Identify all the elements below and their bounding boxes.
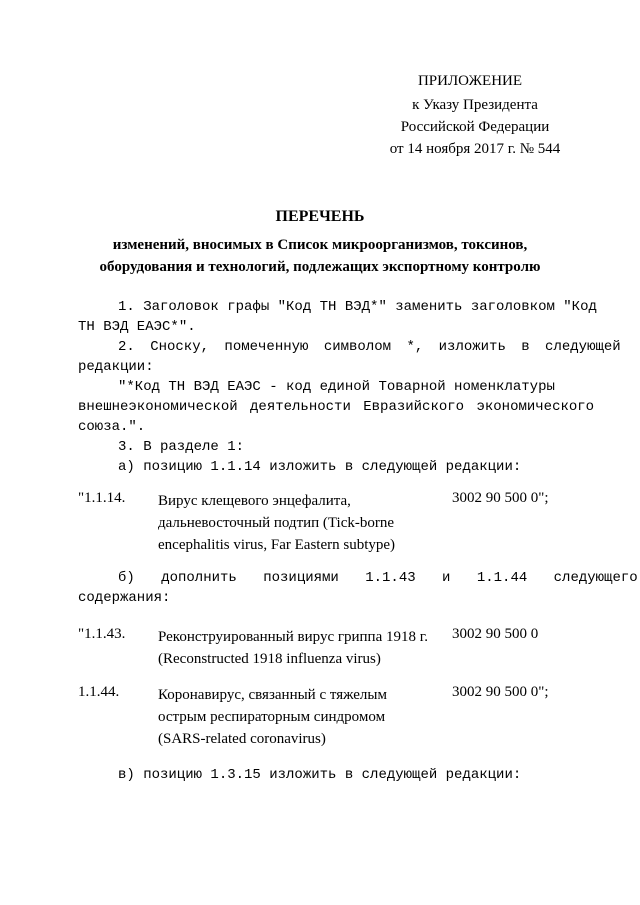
entry-description-line-3: encephalitis virus, Far Eastern subtype) bbox=[158, 537, 396, 553]
appendix-line-2: Российской Федерации bbox=[400, 119, 550, 135]
appendix-title: ПРИЛОЖЕНИЕ bbox=[417, 73, 523, 89]
paragraph-6-line-2: содержания: bbox=[78, 590, 171, 606]
entry-tnved-code: 3002 90 500 0"; bbox=[452, 490, 549, 506]
entry-description bbox=[158, 684, 448, 750]
entry-description-line-1: Коронавирус, связанный с тяжелым bbox=[158, 687, 387, 703]
document-title: ПЕРЕЧЕНЬ bbox=[275, 208, 365, 225]
paragraph-2-line-1: 2. Сноску, помеченную символом *, изложить в следующей bbox=[118, 339, 621, 355]
paragraph-5: а) позицию 1.1.14 изложить в следующей редакции: bbox=[118, 459, 522, 475]
entry-description-line-1: Вирус клещевого энцефалита, bbox=[158, 493, 351, 509]
paragraph-1-line-2: ТН ВЭД ЕАЭС*". bbox=[78, 319, 196, 335]
paragraph-4: 3. В разделе 1: bbox=[118, 439, 245, 455]
entry-description bbox=[158, 490, 448, 556]
paragraph-3-line-2: внешнеэкономической деятельности Евразийского экономического bbox=[78, 399, 595, 415]
entry-description bbox=[158, 626, 448, 670]
paragraph-2-line-2: редакции: bbox=[78, 359, 154, 375]
paragraph-3-line-1: "*Код ТН ВЭД ЕАЭС - код единой Товарной номенклатуры bbox=[118, 379, 555, 395]
appendix-line-3: от 14 ноября 2017 г. № 544 bbox=[389, 141, 561, 157]
entry-description-line-2: острым респираторным синдромом bbox=[158, 709, 386, 725]
paragraph-1-line-1: 1. Заголовок графы "Код ТН ВЭД*" заменить заголовком "Код bbox=[118, 299, 597, 315]
document-subtitle-line-2: оборудования и технологий, подлежащих экспортному контролю bbox=[99, 259, 541, 275]
entry-code: "1.1.43. bbox=[78, 626, 126, 642]
entry-tnved-code: 3002 90 500 0 bbox=[452, 626, 539, 642]
entry-tnved-code: 3002 90 500 0"; bbox=[452, 684, 549, 700]
entry-description-line-2: дальневосточный подтип (Tick-borne bbox=[158, 515, 395, 531]
entry-description-line-3: (SARS-related coronavirus) bbox=[158, 731, 326, 747]
entry-description-line-1: Реконструированный вирус гриппа 1918 г. bbox=[158, 629, 428, 645]
document-subtitle-line-1: изменений, вносимых в Список микроорганизмов, токсинов, bbox=[112, 237, 528, 253]
entry-description-line-2: (Reconstructed 1918 influenza virus) bbox=[158, 651, 381, 667]
entry-code: "1.1.14. bbox=[78, 490, 126, 506]
appendix-line-1: к Указу Президента bbox=[412, 97, 538, 113]
paragraph-6-line-1: б) дополнить позициями 1.1.43 и 1.1.44 следующего bbox=[118, 570, 638, 586]
entry-code: 1.1.44. bbox=[78, 684, 120, 700]
paragraph-3-line-3: союза.". bbox=[78, 419, 146, 435]
paragraph-7: в) позицию 1.3.15 изложить в следующей редакции: bbox=[118, 767, 522, 783]
